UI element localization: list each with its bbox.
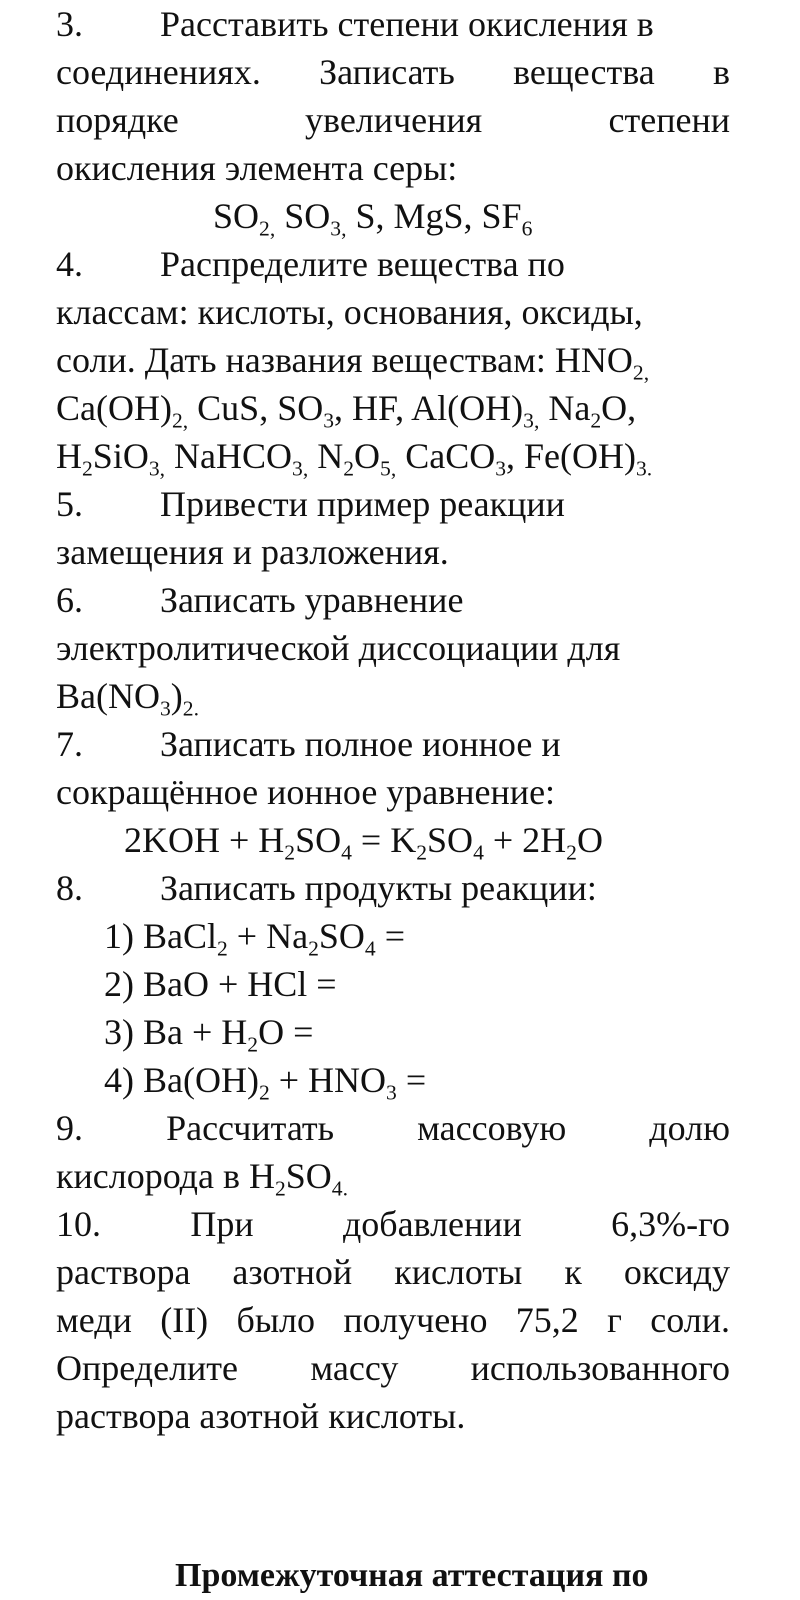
formula-line: 1) BaCl$_2$ + $Na_2SO_4$ = <box>104 916 406 961</box>
item-text: замещения и разложения. <box>56 532 449 572</box>
formula-line: 4) $Ba(OH)_2 + HNO_3$ = <box>104 1060 427 1105</box>
item-text: Записать продукты реакции: <box>160 868 597 908</box>
item-text: Расставить степени окисления в <box>160 4 654 44</box>
formula-line: $Ba(NO_3)_{2.}$ <box>56 676 199 721</box>
item-text: 9. Рассчитать массовую долю <box>56 1108 730 1148</box>
item-text: порядке увеличения степени <box>56 100 730 140</box>
item-text: Записать полное ионное и <box>160 724 561 764</box>
item-text: раствора азотной кислоты. <box>56 1396 466 1436</box>
formula-line: кислорода в $H_2SO_{4.}$ <box>56 1156 348 1201</box>
item-number: 5. <box>56 484 83 524</box>
item-text: 10. При добавлении 6,3%-го <box>56 1204 730 1244</box>
item-text: раствора азотной кислоты к оксиду <box>56 1252 730 1292</box>
item-text: Распределите вещества по <box>160 244 565 284</box>
item-text: сокращённое ионное уравнение: <box>56 772 556 812</box>
item-text: соединениях. Записать вещества в <box>56 52 730 92</box>
item-number: 4. <box>56 244 83 284</box>
item-number: 3. <box>56 4 83 44</box>
item-text: Определите массу использованного <box>56 1348 730 1388</box>
formula-line: 3) $Ba + H_2O$ = <box>104 1012 314 1057</box>
item-text: окисления элемента серы: <box>56 148 458 188</box>
item-number: 7. <box>56 724 83 764</box>
item-number: 8. <box>56 868 83 908</box>
item-text: классам: кислоты, основания, оксиды, <box>56 292 643 332</box>
item-text: Записать уравнение <box>160 580 464 620</box>
item-text: электролитической диссоциации для <box>56 628 621 668</box>
formula-line: $Ca(OH)_{2,}$ CuS, $SO_3$, HF, $Al(OH)_{3,}$ $Na_2O$, <box>56 388 637 433</box>
formula-line: $SO_{2,}$ $SO_{3,}$ S, MgS, $SF_6$ <box>213 196 533 241</box>
formula-line: $2KOH + H_2SO_4 = K_2SO_4 + 2H_2O$ <box>124 820 603 865</box>
item-text: меди (II) было получено 75,2 г соли. <box>56 1300 730 1340</box>
formula-line: $H_2SiO_{3,}$ NaHCO$_{3,}$ $N_2O_{5,}$ CaCO$_3$, $Fe(OH)_{3.}$ <box>56 436 653 481</box>
formula-line: 2) BaO + HCl = <box>104 964 337 1004</box>
section-heading: Промежуточная аттестация по <box>175 1557 649 1594</box>
item-number: 6. <box>56 580 83 620</box>
item-text: Привести пример реакции <box>160 484 565 524</box>
formula-line: соли. Дать названия веществам: $HNO_{2,}$ <box>56 340 650 385</box>
